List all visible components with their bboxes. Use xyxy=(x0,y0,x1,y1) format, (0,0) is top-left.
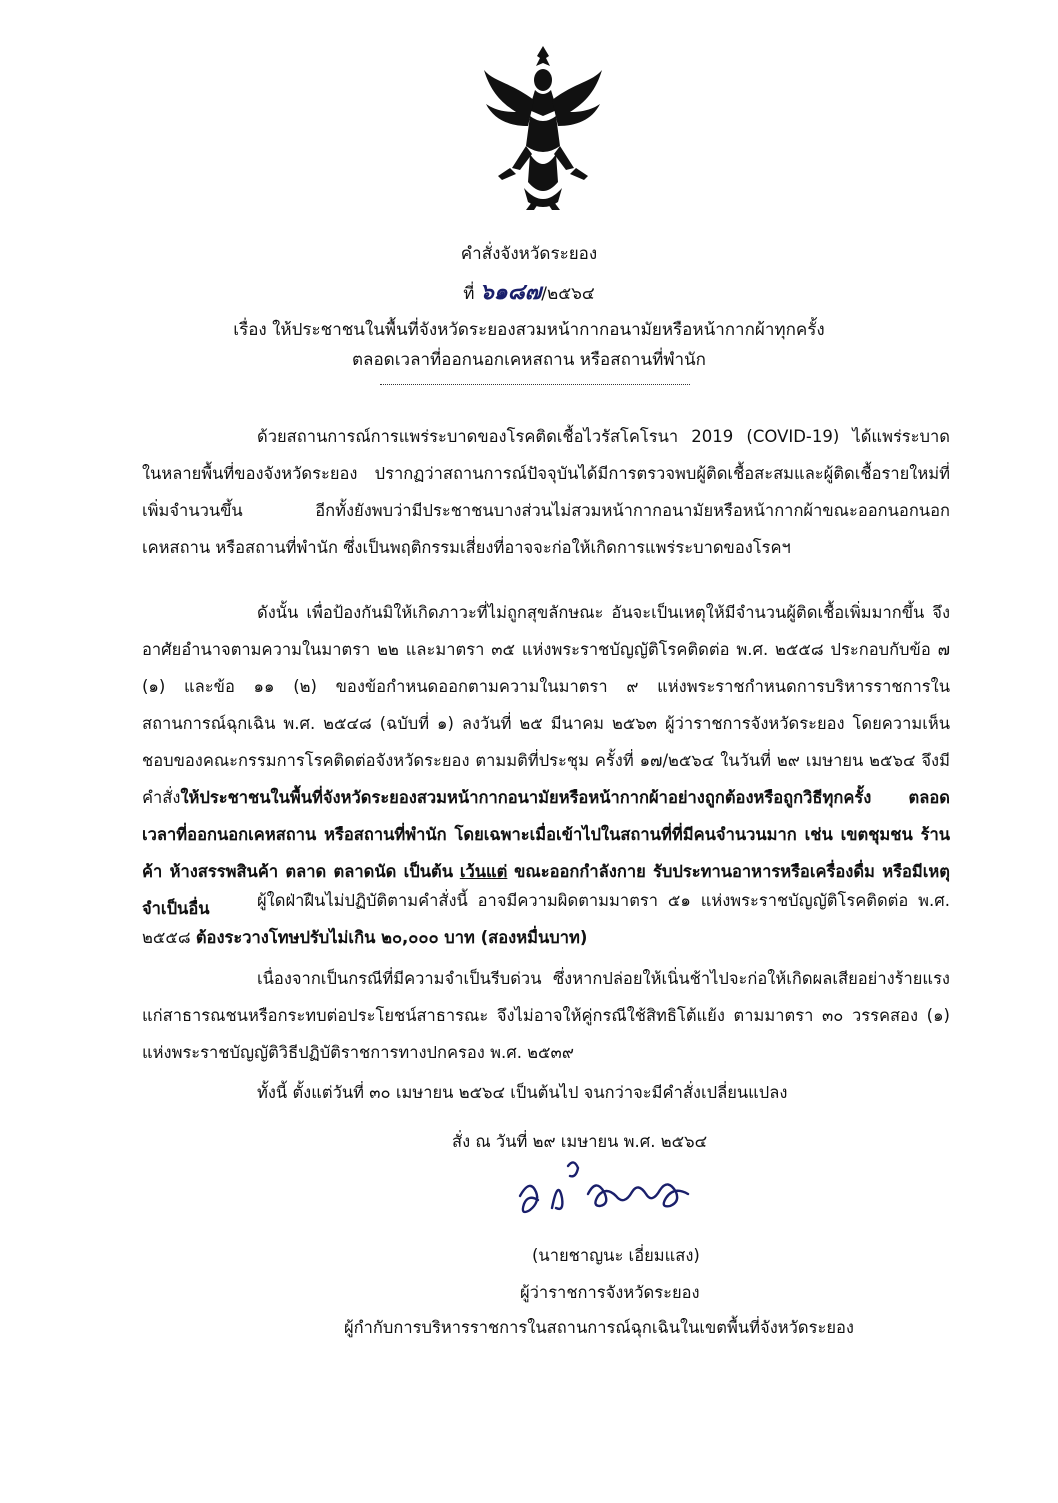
paragraph-2-text: ดังนั้น เพื่อป้องกันมิให้เกิดภาวะที่ไม่ถูกสุขลักษณะ อันจะเป็นเหตุให้มีจำนวนผู้ติดเชื้อเพิ่มมากขึ้น จึงอาศัยอำนาจตามความในมาตรา ๒๒ และมาตรา ๓๕ แห่งพระราชบัญญัติโรคติดต่อ พ.ศ. ๒๕๕๘ ประกอบกับข้อ ๗ (๑) และข้อ ๑๑ (๒) ของข้อกำหนดออกตามความในมาตรา ๙ แห่งพระราชกำหนดการบริหารราชการในสถานการณ์ฉุกเฉิน พ.ศ. ๒๕๔๘ (ฉบับที่ ๑) ลงวันที่ ๒๕ มีนาคม ๒๕๖๓ ผู้ว่าราชการจังหวัดระยอง โดยความเห็นชอบของคณะกรรมการโรคติดต่อจังหวัดระยอง ตามมติที่ประชุม ครั้งที่ ๑๗/๒๕๖๔ ในวันที่ ๒๙ เมษายน ๒๕๖๔ จึงมีคำสั่ง xyxy=(142,603,950,807)
paragraph-3 xyxy=(142,882,950,956)
order-title: คำสั่งจังหวัดระยอง xyxy=(460,244,598,264)
subject-line-1: เรื่อง ให้ประชาชนในพื้นที่จังหวัดระยองสวมหน้ากากอนามัยหรือหน้ากากผ้าทุกครั้ง xyxy=(233,320,825,340)
signer-name: (นายชาญนะ เอี่ยมแสง) xyxy=(532,1246,700,1265)
order-number xyxy=(0,280,1058,306)
paragraph-1 xyxy=(142,418,950,566)
order-number-prefix: ที่ xyxy=(463,284,475,304)
subject-line-2: ตลอดเวลาที่ออกนอกเคหสถาน หรือสถานที่พำนัก xyxy=(352,350,706,370)
paragraph-2-bold: ให้ประชาชนในพื้นที่จังหวัดระยองสวมหน้ากากอนามัยหรือหน้ากากผ้าอย่างถูกต้องหรือถูกวิธีทุกครั้ง ตลอดเวลาที่ออกนอกเคหสถาน หรือสถานที่พำนัก โดยเฉพาะเมื่อเข้าไปในสถานที่ที่มีคนจำนวนมาก เช่น เขตชุมชน ร้านค้า ห้างสรรพสินค้า ตลาด ตลาดนัด เป็นต้น xyxy=(142,788,950,881)
paragraph-4-text: เนื่องจากเป็นกรณีที่มีความจำเป็นรีบด่วน ซึ่งหากปล่อยให้เนิ่นช้าไปจะก่อให้เกิดผลเสียอย่างร้ายแรงแก่สาธารณชนหรือกระทบต่อประโยชน์สาธารณะ จึงไม่อาจให้คู่กรณีใช้สิทธิโต้แย้ง ตามมาตรา ๓๐ วรรคสอง (๑) แห่งพระราชบัญญัติวิธีปฏิบัติราชการทางปกครอง พ.ศ. ๒๕๓๙ xyxy=(142,969,950,1062)
paragraph-5-text: ทั้งนี้ ตั้งแต่วันที่ ๓๐ เมษายน ๒๕๖๔ เป็นต้นไป จนกว่าจะมีคำสั่งเปลี่ยนแปลง xyxy=(257,1083,788,1102)
paragraph-1-text: ด้วยสถานการณ์การแพร่ระบาดของโรคติดเชื้อไวรัสโคโรนา 2019 (COVID-19) ได้แพร่ระบาด ในหลายพื้นที่ของจังหวัดระยอง ปรากฏว่าสถานการณ์ปัจจุบันได้มีการตรวจพบผู้ติดเชื้อสะสมและผู้ติดเชื้อรายใหม่ที่เพิ่มจำนวนขึ้น อีกทั้งยังพบว่ามีประชาชนบางส่วนไม่สวมหน้ากากอนามัยหรือหน้ากากผ้าขณะออกนอกนอกเคหสถาน หรือสถานที่พำนัก ซึ่งเป็นพฤติกรรมเสี่ยงที่อาจจะก่อให้เกิดการแพร่ระบาดของโรคฯ xyxy=(142,427,950,557)
handwritten-signature-icon xyxy=(510,1156,730,1226)
paragraph-2 xyxy=(142,594,950,927)
signer-position: ผู้ว่าราชการจังหวัดระยอง xyxy=(520,1283,700,1302)
order-number-handwritten: ๖๑๘๗ xyxy=(479,279,542,305)
paragraph-3-bold: ต้องระวางโทษปรับไม่เกิน ๒๐,๐๐๐ บาท (สองหมื่นบาท) xyxy=(195,928,588,947)
paragraph-4 xyxy=(142,960,950,1071)
separator-dotted-line xyxy=(380,384,690,385)
order-date: สั่ง ณ วันที่ ๒๙ เมษายน พ.ศ. ๒๕๖๔ xyxy=(452,1132,708,1151)
paragraph-3-text: ผู้ใดฝ่าฝืนไม่ปฏิบัติตามคำสั่งนี้ อาจมีความผิดตามมาตรา ๕๑ แห่งพระราชบัญญัติโรคติดต่อ พ.ศ. ๒๕๕๘ xyxy=(142,891,950,947)
paragraph-2-bold-end: ขณะออกกำลังกาย รับประทานอาหารหรือเครื่องดื่ม หรือมีเหตุจำเป็นอื่น xyxy=(142,862,950,918)
paragraph-2-underline: เว้นแต่ xyxy=(459,862,508,881)
signer-role: ผู้กำกับการบริหารราชการในสถานการณ์ฉุกเฉินในเขตพื้นที่จังหวัดระยอง xyxy=(344,1318,854,1337)
paragraph-5 xyxy=(142,1074,950,1111)
garuda-emblem-icon xyxy=(480,42,606,212)
order-number-suffix: /๒๕๖๔ xyxy=(541,284,595,304)
